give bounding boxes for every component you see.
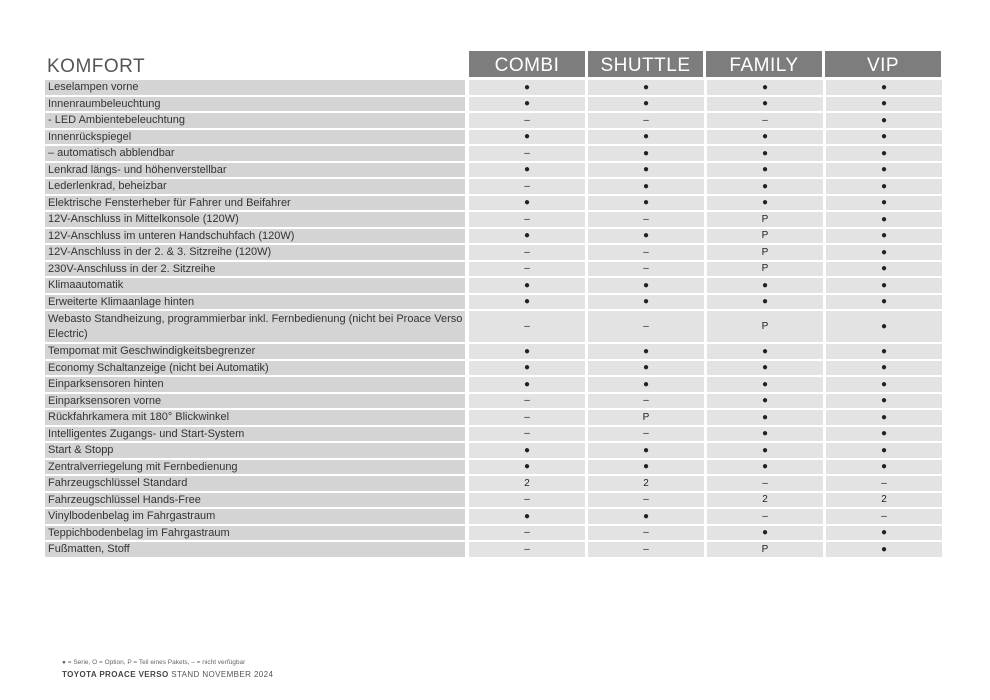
availability-cell-combi: ● bbox=[469, 460, 585, 475]
availability-cell-combi: – bbox=[469, 427, 585, 442]
availability-cell-shuttle: P bbox=[588, 410, 704, 425]
availability-cell-combi: ● bbox=[469, 80, 585, 95]
feature-label: Innenraumbeleuchtung bbox=[45, 97, 465, 112]
feature-label: Start & Stopp bbox=[45, 443, 465, 458]
availability-cell-combi: – bbox=[469, 542, 585, 557]
availability-cell-family: P bbox=[707, 229, 823, 244]
column-header-family: FAMILY bbox=[706, 51, 822, 77]
availability-cell-combi: ● bbox=[469, 130, 585, 145]
table-row bbox=[45, 146, 945, 161]
availability-cell-family: P bbox=[707, 311, 823, 342]
availability-cell-vip: ● bbox=[826, 179, 942, 194]
availability-cell-vip: ● bbox=[826, 443, 942, 458]
availability-cell-family: P bbox=[707, 262, 823, 277]
availability-cell-family: ● bbox=[707, 361, 823, 376]
availability-cell-family: P bbox=[707, 542, 823, 557]
availability-cell-family: ● bbox=[707, 377, 823, 392]
feature-label: Fahrzeugschlüssel Standard bbox=[45, 476, 465, 491]
availability-cell-family: ● bbox=[707, 130, 823, 145]
table-row bbox=[45, 542, 945, 557]
availability-cell-family: – bbox=[707, 113, 823, 128]
availability-cell-shuttle: ● bbox=[588, 229, 704, 244]
feature-label: Lenkrad längs- und höhenverstellbar bbox=[45, 163, 465, 178]
availability-cell-combi: – bbox=[469, 212, 585, 227]
table-row bbox=[45, 113, 945, 128]
availability-cell-family: ● bbox=[707, 97, 823, 112]
feature-label: Economy Schaltanzeige (nicht bei Automatik) bbox=[45, 361, 465, 376]
availability-cell-shuttle: ● bbox=[588, 509, 704, 524]
table-row bbox=[45, 476, 945, 491]
availability-cell-family: ● bbox=[707, 344, 823, 359]
availability-cell-family: – bbox=[707, 476, 823, 491]
availability-cell-vip: ● bbox=[826, 245, 942, 260]
availability-cell-shuttle: ● bbox=[588, 146, 704, 161]
feature-label: - LED Ambientebeleuchtung bbox=[45, 113, 465, 128]
table-row bbox=[45, 311, 945, 342]
availability-cell-shuttle: ● bbox=[588, 443, 704, 458]
table-row bbox=[45, 377, 945, 392]
availability-cell-vip: – bbox=[826, 476, 942, 491]
feature-label: Erweiterte Klimaanlage hinten bbox=[45, 295, 465, 310]
availability-cell-shuttle: ● bbox=[588, 97, 704, 112]
feature-label: Zentralverriegelung mit Fernbedienung bbox=[45, 460, 465, 475]
feature-label: Einparksensoren vorne bbox=[45, 394, 465, 409]
availability-cell-shuttle: ● bbox=[588, 377, 704, 392]
availability-cell-combi: – bbox=[469, 245, 585, 260]
availability-cell-family: ● bbox=[707, 443, 823, 458]
availability-cell-shuttle: ● bbox=[588, 344, 704, 359]
availability-cell-vip: ● bbox=[826, 229, 942, 244]
availability-cell-vip: ● bbox=[826, 80, 942, 95]
availability-cell-shuttle: – bbox=[588, 212, 704, 227]
availability-cell-shuttle: – bbox=[588, 113, 704, 128]
availability-cell-family: ● bbox=[707, 394, 823, 409]
availability-cell-vip: ● bbox=[826, 542, 942, 557]
availability-cell-combi: – bbox=[469, 493, 585, 508]
availability-cell-combi: 2 bbox=[469, 476, 585, 491]
feature-label: 12V-Anschluss im unteren Handschuhfach (120W) bbox=[45, 229, 465, 244]
table-row bbox=[45, 97, 945, 112]
table-row bbox=[45, 196, 945, 211]
availability-cell-family: ● bbox=[707, 179, 823, 194]
availability-cell-shuttle: ● bbox=[588, 278, 704, 293]
feature-label: Lederlenkrad, beheizbar bbox=[45, 179, 465, 194]
availability-cell-family: ● bbox=[707, 427, 823, 442]
feature-label: Rückfahrkamera mit 180° Blickwinkel bbox=[45, 410, 465, 425]
feature-label: 12V-Anschluss in der 2. & 3. Sitzreihe (120W) bbox=[45, 245, 465, 260]
feature-table bbox=[45, 80, 945, 559]
availability-cell-combi: ● bbox=[469, 509, 585, 524]
availability-cell-family: ● bbox=[707, 295, 823, 310]
table-row bbox=[45, 229, 945, 244]
availability-cell-vip: ● bbox=[826, 163, 942, 178]
feature-label: Leselampen vorne bbox=[45, 80, 465, 95]
table-row bbox=[45, 295, 945, 310]
table-row bbox=[45, 130, 945, 145]
feature-label: Innenrückspiegel bbox=[45, 130, 465, 145]
page-footer bbox=[62, 670, 273, 679]
availability-cell-shuttle: ● bbox=[588, 295, 704, 310]
availability-cell-shuttle: – bbox=[588, 427, 704, 442]
availability-cell-family: P bbox=[707, 212, 823, 227]
table-row bbox=[45, 163, 945, 178]
table-row bbox=[45, 80, 945, 95]
feature-label: 230V-Anschluss in der 2. Sitzreihe bbox=[45, 262, 465, 277]
table-row bbox=[45, 344, 945, 359]
table-row bbox=[45, 410, 945, 425]
availability-cell-family: 2 bbox=[707, 493, 823, 508]
table-row bbox=[45, 212, 945, 227]
availability-cell-family: ● bbox=[707, 80, 823, 95]
table-row bbox=[45, 262, 945, 277]
table-row bbox=[45, 460, 945, 475]
availability-cell-family: ● bbox=[707, 278, 823, 293]
availability-cell-combi: ● bbox=[469, 229, 585, 244]
table-row bbox=[45, 509, 945, 524]
availability-cell-shuttle: ● bbox=[588, 179, 704, 194]
feature-label: Webasto Standheizung, programmierbar inkl. Fernbedienung (nicht bei Proace Verso Electric) bbox=[45, 311, 465, 342]
table-row bbox=[45, 493, 945, 508]
availability-cell-combi: – bbox=[469, 262, 585, 277]
availability-cell-shuttle: – bbox=[588, 526, 704, 541]
availability-cell-combi: ● bbox=[469, 278, 585, 293]
availability-cell-vip: ● bbox=[826, 97, 942, 112]
availability-cell-combi: – bbox=[469, 311, 585, 342]
availability-cell-vip: ● bbox=[826, 146, 942, 161]
availability-cell-vip: ● bbox=[826, 361, 942, 376]
availability-cell-family: – bbox=[707, 509, 823, 524]
table-row bbox=[45, 394, 945, 409]
availability-cell-vip: ● bbox=[826, 130, 942, 145]
availability-cell-combi: – bbox=[469, 146, 585, 161]
availability-cell-family: ● bbox=[707, 410, 823, 425]
table-row bbox=[45, 278, 945, 293]
availability-cell-vip: ● bbox=[826, 526, 942, 541]
availability-cell-combi: ● bbox=[469, 163, 585, 178]
availability-cell-vip: ● bbox=[826, 113, 942, 128]
availability-cell-family: ● bbox=[707, 460, 823, 475]
availability-cell-family: ● bbox=[707, 196, 823, 211]
table-row bbox=[45, 443, 945, 458]
availability-cell-vip: ● bbox=[826, 394, 942, 409]
feature-label: Einparksensoren hinten bbox=[45, 377, 465, 392]
availability-cell-vip: ● bbox=[826, 344, 942, 359]
availability-cell-combi: – bbox=[469, 410, 585, 425]
availability-cell-shuttle: – bbox=[588, 245, 704, 260]
footer-brand: TOYOTA PROACE VERSO bbox=[62, 670, 169, 679]
feature-label: Vinylbodenbelag im Fahrgastraum bbox=[45, 509, 465, 524]
availability-cell-combi: ● bbox=[469, 295, 585, 310]
availability-cell-combi: – bbox=[469, 526, 585, 541]
availability-cell-family: P bbox=[707, 245, 823, 260]
availability-cell-combi: ● bbox=[469, 443, 585, 458]
availability-cell-vip: ● bbox=[826, 377, 942, 392]
table-row bbox=[45, 526, 945, 541]
availability-cell-shuttle: ● bbox=[588, 196, 704, 211]
availability-cell-vip: ● bbox=[826, 460, 942, 475]
feature-label: Tempomat mit Geschwindigkeitsbegrenzer bbox=[45, 344, 465, 359]
feature-label: Intelligentes Zugangs- und Start-System bbox=[45, 427, 465, 442]
availability-cell-shuttle: – bbox=[588, 262, 704, 277]
availability-cell-vip: ● bbox=[826, 262, 942, 277]
column-header-shuttle: SHUTTLE bbox=[588, 51, 703, 77]
feature-label: Teppichbodenbelag im Fahrgastraum bbox=[45, 526, 465, 541]
availability-cell-family: ● bbox=[707, 146, 823, 161]
table-row bbox=[45, 245, 945, 260]
availability-cell-vip: ● bbox=[826, 410, 942, 425]
availability-cell-combi: ● bbox=[469, 344, 585, 359]
legend-footnote: ● = Serie, O = Option, P = Teil eines Pakets, – = nicht verfügbar bbox=[62, 659, 246, 666]
feature-label: Fahrzeugschlüssel Hands-Free bbox=[45, 493, 465, 508]
column-header-vip: VIP bbox=[825, 51, 941, 77]
feature-label: – automatisch abblendbar bbox=[45, 146, 465, 161]
table-row bbox=[45, 427, 945, 442]
availability-cell-vip: ● bbox=[826, 212, 942, 227]
column-header-combi: COMBI bbox=[469, 51, 585, 77]
availability-cell-shuttle: ● bbox=[588, 163, 704, 178]
availability-cell-combi: – bbox=[469, 113, 585, 128]
availability-cell-shuttle: – bbox=[588, 311, 704, 342]
table-row bbox=[45, 361, 945, 376]
availability-cell-shuttle: ● bbox=[588, 460, 704, 475]
availability-cell-vip: 2 bbox=[826, 493, 942, 508]
feature-label: Fußmatten, Stoff bbox=[45, 542, 465, 557]
availability-cell-combi: – bbox=[469, 394, 585, 409]
availability-cell-combi: ● bbox=[469, 97, 585, 112]
availability-cell-shuttle: 2 bbox=[588, 476, 704, 491]
availability-cell-vip: ● bbox=[826, 196, 942, 211]
availability-cell-family: ● bbox=[707, 163, 823, 178]
availability-cell-shuttle: – bbox=[588, 542, 704, 557]
feature-label: Elektrische Fensterheber für Fahrer und Beifahrer bbox=[45, 196, 465, 211]
availability-cell-shuttle: ● bbox=[588, 361, 704, 376]
section-heading: KOMFORT bbox=[47, 56, 146, 77]
availability-cell-shuttle: – bbox=[588, 394, 704, 409]
availability-cell-shuttle: ● bbox=[588, 130, 704, 145]
availability-cell-shuttle: ● bbox=[588, 80, 704, 95]
availability-cell-vip: ● bbox=[826, 295, 942, 310]
availability-cell-vip: ● bbox=[826, 311, 942, 342]
table-row bbox=[45, 179, 945, 194]
footer-stand: STAND NOVEMBER 2024 bbox=[171, 670, 274, 679]
availability-cell-shuttle: – bbox=[588, 493, 704, 508]
availability-cell-vip: ● bbox=[826, 278, 942, 293]
feature-label: 12V-Anschluss in Mittelkonsole (120W) bbox=[45, 212, 465, 227]
availability-cell-vip: – bbox=[826, 509, 942, 524]
availability-cell-vip: ● bbox=[826, 427, 942, 442]
feature-label: Klimaautomatik bbox=[45, 278, 465, 293]
availability-cell-combi: – bbox=[469, 179, 585, 194]
availability-cell-family: ● bbox=[707, 526, 823, 541]
availability-cell-combi: ● bbox=[469, 361, 585, 376]
availability-cell-combi: ● bbox=[469, 377, 585, 392]
availability-cell-combi: ● bbox=[469, 196, 585, 211]
